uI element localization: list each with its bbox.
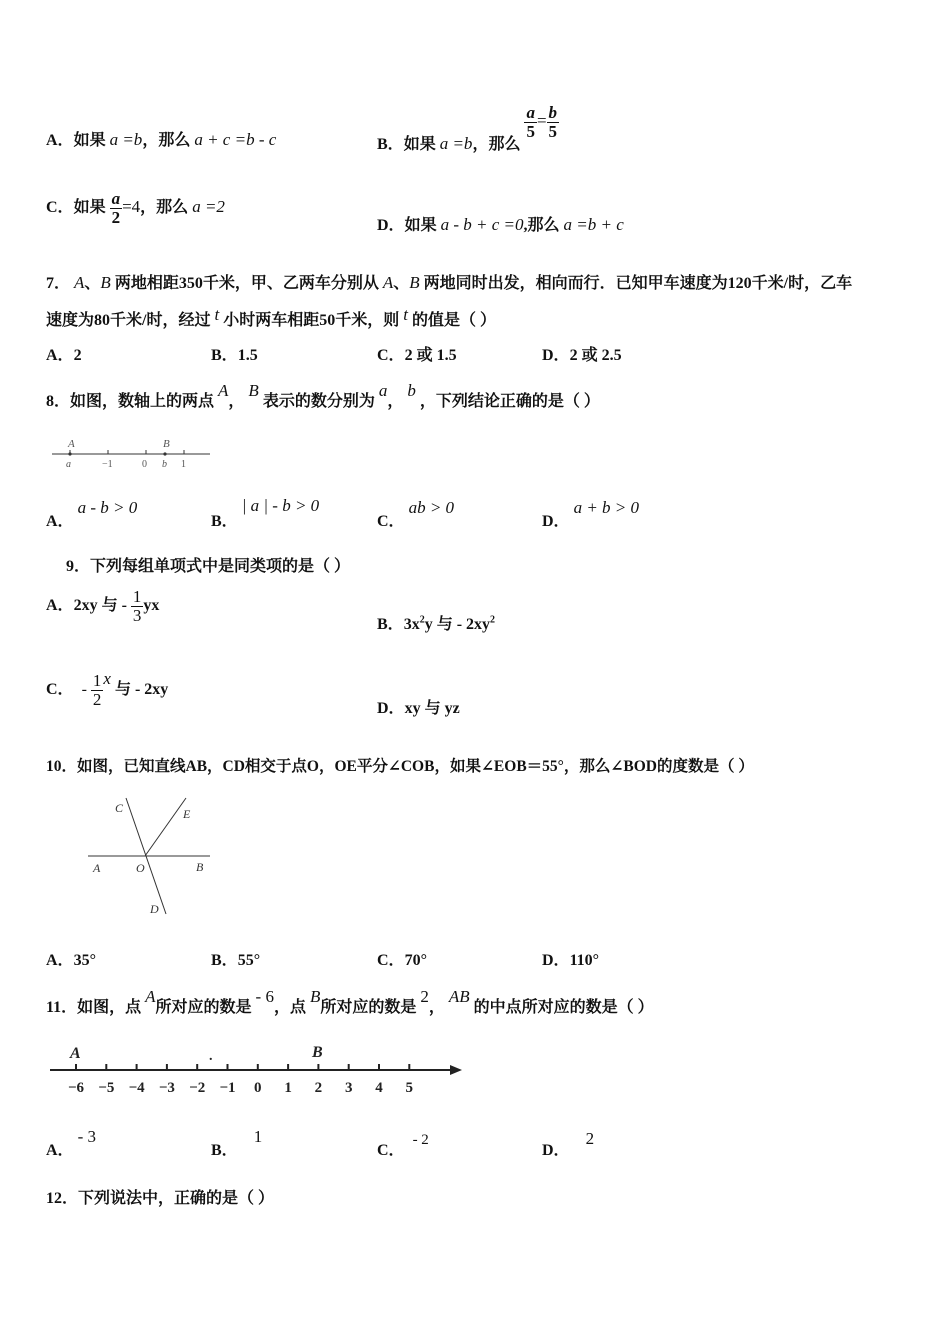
label-neg1: −1 — [102, 459, 113, 470]
tick-label: 0 — [254, 1080, 262, 1096]
q6-option-b[interactable]: B．如果 a =b，那么 $\frac{a}{5}$ = $\frac{b}{5}$ — [377, 103, 558, 154]
q7-stem-line2: 速度为80千米/时，经过 t 小时两车相距50千米，则 t 的值是（ ） — [46, 305, 496, 329]
tick-label: 4 — [375, 1080, 383, 1096]
number-line-q11 — [46, 1040, 466, 1100]
tick-label: 5 — [405, 1080, 414, 1096]
q9-option-a[interactable]: A．2xy 与 - $\frac{1}{3}$ yx — [46, 587, 160, 625]
label-B: B — [312, 1044, 323, 1061]
fraction: $\frac{1}{3}$ — [132, 587, 142, 625]
label-B: B — [196, 860, 204, 874]
label-A: A — [93, 861, 101, 875]
fraction: $\frac{a}{2}$ — [111, 189, 121, 227]
label-D: D — [150, 902, 159, 916]
q10-option-d[interactable]: D．110° — [542, 952, 600, 969]
q7-stem-line1: 7． A、B 两地相距350千米，甲、乙两车分别从 A、B 两地同时出发，相向而行．已知甲车速度为120千米/时，乙车 — [46, 273, 853, 292]
q9-option-b[interactable]: B．$3x^2y$ 与 - $2xy^2$ — [377, 614, 496, 633]
q9-option-d[interactable]: D．xy 与 yz — [377, 700, 460, 717]
midpoint-dot: . — [209, 1049, 213, 1064]
q8-option-a[interactable]: A． a - b > 0 — [46, 498, 138, 530]
tick-label: 1 — [284, 1080, 292, 1096]
q6-option-a[interactable]: A．如果 a =b，那么 a + c =b - c — [46, 130, 277, 149]
label-E: E — [183, 807, 191, 821]
q11-option-c[interactable]: C． - 2 — [377, 1132, 429, 1159]
q8-option-b[interactable]: B． | a | - b > 0 — [211, 496, 320, 530]
label-0: 0 — [142, 459, 147, 470]
label-b: b — [162, 459, 167, 470]
q7-option-b[interactable]: B．1.5 — [211, 347, 258, 364]
label-O: O — [136, 861, 145, 875]
q12-stem: 12．下列说法中，正确的是（ ） — [46, 1190, 275, 1207]
q6-option-d[interactable]: D．如果 a - b + c =0,那么 a =b + c — [377, 215, 624, 234]
tick-label: −2 — [189, 1080, 206, 1096]
q8-option-c[interactable]: C． ab > 0 — [377, 498, 455, 530]
tick-label: 3 — [344, 1080, 353, 1096]
tick-label: −6 — [67, 1080, 85, 1096]
q11-stem: 11．如图，点 A所对应的数是 - 6，点 B所对应的数是 2， AB 的中点所对应的数是（ ） — [46, 987, 654, 1016]
fraction: $\frac{b}{5}$ — [548, 103, 558, 141]
label-1: 1 — [181, 459, 186, 470]
q10-option-c[interactable]: C．70° — [377, 952, 427, 969]
q11-option-d[interactable]: D． 2 — [542, 1129, 595, 1159]
ray-oe — [145, 798, 186, 856]
point-b — [163, 452, 166, 455]
q8-option-d[interactable]: D． a + b > 0 — [542, 498, 640, 530]
q9-option-c[interactable]: C． - $\frac{1}{2}$ x 与 - 2xy — [46, 669, 169, 709]
label-a: a — [66, 459, 71, 470]
ticks — [68, 1064, 413, 1096]
q10-stem: 10．如图，已知直线AB，CD相交于点O，OE平分∠COB，如果∠EOB＝55°，那么∠BOD的度数是（ ） — [46, 758, 754, 775]
label-A: A — [68, 438, 75, 450]
tick-label: −5 — [98, 1080, 115, 1096]
q11-option-a[interactable]: A． - 3 — [46, 1127, 96, 1159]
q7-option-a[interactable]: A．2 — [46, 347, 82, 364]
tick-label: −3 — [158, 1080, 175, 1096]
arrow-head — [450, 1065, 462, 1075]
fraction: $\frac{a}{5}$ — [526, 103, 535, 141]
tick-label: −1 — [219, 1080, 236, 1096]
q10-figure — [86, 792, 216, 920]
tick-label: 2 — [314, 1080, 323, 1096]
q6-option-c[interactable]: C．如果 $\frac{a}{2}$ =4，那么 a =2 — [46, 189, 225, 227]
fraction: $\frac{1}{2}$ — [92, 671, 102, 709]
q7-option-c[interactable]: C．2 或 1.5 — [377, 347, 457, 364]
q8-stem: 8．如图，数轴上的两点 A， B 表示的数分别为 a， b ，下列结论正确的是（ ） — [46, 381, 600, 410]
label-B: B — [163, 438, 170, 450]
label-A: A — [70, 1045, 81, 1062]
point-a — [68, 452, 71, 455]
q9-stem: 9．下列每组单项式中是同类项的是（ ） — [66, 558, 351, 575]
q11-option-b[interactable]: B． 1 — [211, 1127, 263, 1159]
label-C: C — [115, 801, 124, 815]
q10-option-b[interactable]: B．55° — [211, 952, 261, 969]
q7-option-d[interactable]: D．2 或 2.5 — [542, 347, 622, 364]
q10-option-a[interactable]: A．35° — [46, 952, 96, 969]
tick-label: −4 — [128, 1080, 145, 1096]
number-line-q8 — [46, 436, 216, 472]
